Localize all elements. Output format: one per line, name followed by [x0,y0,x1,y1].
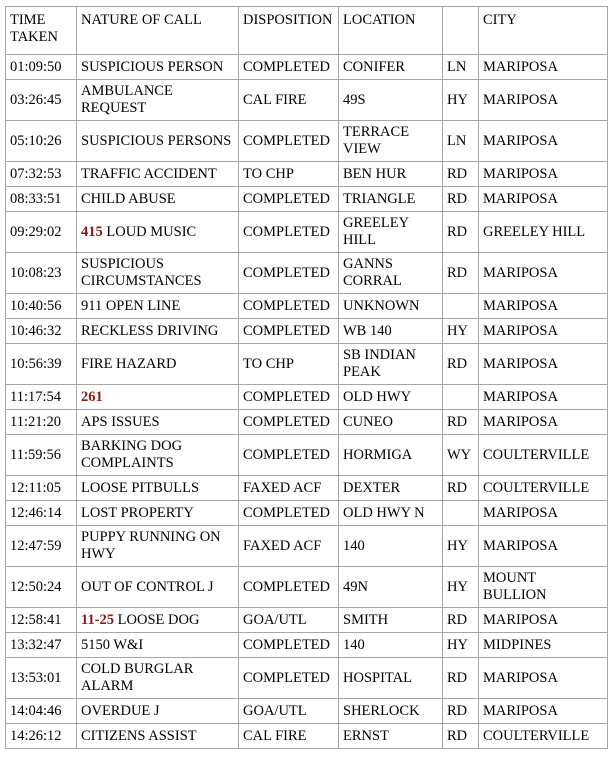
nature-of-call-text: LOST PROPERTY [81,504,194,521]
disposition-cell: COMPLETED [239,658,339,699]
header-disposition: DISPOSITION [239,7,339,55]
nature-of-call-cell [77,212,239,253]
nature-of-call-text: OVERDUE J [81,702,160,719]
nature-of-call-cell [77,724,239,749]
nature-of-call-cell [77,699,239,724]
suffix-cell [443,501,479,526]
location-cell: CUNEO [339,410,443,435]
suffix-cell: HY [443,567,479,608]
nature-of-call-text: AMBULANCE REQUEST [81,83,177,116]
nature-of-call-cell [77,385,239,410]
location-cell: CONIFER [339,55,443,80]
table-row [6,633,608,658]
table-row [6,80,608,121]
time-taken-cell: 11:21:20 [6,410,77,435]
time-taken-cell: 12:11:05 [6,476,77,501]
time-taken-cell: 11:17:54 [6,385,77,410]
nature-of-call-cell [77,319,239,344]
suffix-cell: RD [443,410,479,435]
location-cell: 140 [339,633,443,658]
disposition-cell: GOA/UTL [239,699,339,724]
disposition-cell: COMPLETED [239,410,339,435]
location-cell: OLD HWY [339,385,443,410]
suffix-cell: RD [443,344,479,385]
suffix-cell: RD [443,658,479,699]
table-row [6,55,608,80]
header-row [6,7,608,55]
city-cell: MARIPOSA [479,501,608,526]
time-taken-cell: 05:10:26 [6,121,77,162]
table-row [6,608,608,633]
location-cell: GREELEY HILL [339,212,443,253]
suffix-cell [443,294,479,319]
table-row [6,212,608,253]
disposition-cell: TO CHP [239,344,339,385]
call-log-body [6,55,608,749]
location-cell: SHERLOCK [339,699,443,724]
city-cell: MARIPOSA [479,608,608,633]
location-cell: HORMIGA [339,435,443,476]
suffix-cell: LN [443,121,479,162]
nature-of-call-text: LOOSE PITBULLS [81,479,200,496]
nature-of-call-text: RECKLESS DRIVING [81,322,219,339]
nature-of-call-cell [77,162,239,187]
city-cell: MOUNT BULLION [479,567,608,608]
nature-of-call-cell [77,501,239,526]
time-taken-cell: 12:58:41 [6,608,77,633]
suffix-cell: RD [443,476,479,501]
suffix-cell: RD [443,608,479,633]
city-cell: COULTERVILLE [479,724,608,749]
disposition-cell: COMPLETED [239,55,339,80]
location-cell: ERNST [339,724,443,749]
nature-of-call-cell [77,344,239,385]
nature-of-call-cell [77,435,239,476]
call-log-table [5,6,608,749]
time-taken-cell: 12:50:24 [6,567,77,608]
table-row [6,344,608,385]
disposition-cell: COMPLETED [239,501,339,526]
nature-of-call-cell [77,658,239,699]
header-nature-of-call: NATURE OF CALL [77,7,239,55]
disposition-cell: COMPLETED [239,253,339,294]
header-suffix [443,7,479,55]
disposition-cell: FAXED ACF [239,526,339,567]
nature-of-call-text: COLD BURGLAR ALARM [81,661,197,694]
time-taken-cell: 01:09:50 [6,55,77,80]
suffix-cell: WY [443,435,479,476]
disposition-cell: CAL FIRE [239,80,339,121]
time-taken-cell: 14:26:12 [6,724,77,749]
table-row [6,724,608,749]
time-taken-cell: 14:04:46 [6,699,77,724]
table-row [6,187,608,212]
time-taken-cell: 10:56:39 [6,344,77,385]
disposition-cell: COMPLETED [239,385,339,410]
nature-of-call-text: CHILD ABUSE [81,190,176,207]
nature-of-call-cell [77,526,239,567]
city-cell: MARIPOSA [479,319,608,344]
city-cell: COULTERVILLE [479,476,608,501]
location-cell: 49S [339,80,443,121]
header-location: LOCATION [339,7,443,55]
nature-of-call-text: PUPPY RUNNING ON HWY [81,529,225,562]
nature-of-call-text: LOOSE DOG [114,611,200,628]
nature-of-call-cell [77,80,239,121]
disposition-cell: COMPLETED [239,212,339,253]
suffix-cell: HY [443,319,479,344]
disposition-cell: COMPLETED [239,633,339,658]
nature-of-call-cell [77,253,239,294]
location-cell: DEXTER [339,476,443,501]
time-taken-cell: 03:26:45 [6,80,77,121]
city-cell: MARIPOSA [479,526,608,567]
location-cell: 140 [339,526,443,567]
table-row [6,501,608,526]
table-row [6,526,608,567]
table-row [6,699,608,724]
time-taken-cell: 08:33:51 [6,187,77,212]
location-cell: SB INDIAN PEAK [339,344,443,385]
city-cell: MARIPOSA [479,385,608,410]
city-cell: MARIPOSA [479,699,608,724]
disposition-cell: GOA/UTL [239,608,339,633]
city-cell: MARIPOSA [479,410,608,435]
nature-of-call-cell [77,187,239,212]
nature-of-call-cell [77,121,239,162]
header-time-taken: TIME TAKEN [6,7,77,55]
location-cell: WB 140 [339,319,443,344]
time-taken-cell: 12:47:59 [6,526,77,567]
suffix-cell: RD [443,724,479,749]
disposition-cell: COMPLETED [239,567,339,608]
nature-of-call-text: SUSPICIOUS PERSONS [81,132,232,149]
nature-of-call-cell [77,55,239,80]
disposition-cell: COMPLETED [239,294,339,319]
nature-of-call-cell [77,410,239,435]
nature-of-call-cell [77,476,239,501]
suffix-cell [443,385,479,410]
disposition-cell: COMPLETED [239,121,339,162]
nature-of-call-text: FIRE HAZARD [81,355,177,372]
time-taken-cell: 12:46:14 [6,501,77,526]
city-cell: MARIPOSA [479,121,608,162]
table-row [6,121,608,162]
disposition-cell: FAXED ACF [239,476,339,501]
city-cell: MARIPOSA [479,80,608,121]
suffix-cell: RD [443,699,479,724]
nature-of-call-cell [77,567,239,608]
disposition-cell: COMPLETED [239,187,339,212]
table-row [6,435,608,476]
suffix-cell: RD [443,253,479,294]
city-cell: MARIPOSA [479,253,608,294]
suffix-cell: HY [443,633,479,658]
city-cell: MIDPINES [479,633,608,658]
table-row [6,385,608,410]
city-cell: MARIPOSA [479,294,608,319]
header-city: CITY [479,7,608,55]
nature-of-call-cell [77,608,239,633]
location-cell: BEN HUR [339,162,443,187]
suffix-cell: RD [443,187,479,212]
nature-of-call-text: 911 OPEN LINE [81,297,181,314]
nature-of-call-text: BARKING DOG COMPLAINTS [81,438,186,471]
city-cell: MARIPOSA [479,344,608,385]
time-taken-cell: 10:40:56 [6,294,77,319]
location-cell: 49N [339,567,443,608]
nature-of-call-text: OUT OF CONTROL J [81,578,214,595]
time-taken-cell: 10:46:32 [6,319,77,344]
disposition-cell: COMPLETED [239,435,339,476]
time-taken-cell: 13:53:01 [6,658,77,699]
city-cell: GREELEY HILL [479,212,608,253]
location-cell: TERRACE VIEW [339,121,443,162]
nature-of-call-text: APS ISSUES [81,413,160,430]
call-code: 415 [81,223,103,240]
time-taken-cell: 13:32:47 [6,633,77,658]
time-taken-cell: 11:59:56 [6,435,77,476]
location-cell: SMITH [339,608,443,633]
location-cell: UNKNOWN [339,294,443,319]
suffix-cell: HY [443,80,479,121]
city-cell: MARIPOSA [479,187,608,212]
city-cell: MARIPOSA [479,162,608,187]
time-taken-cell: 09:29:02 [6,212,77,253]
suffix-cell: RD [443,212,479,253]
table-row [6,567,608,608]
city-cell: MARIPOSA [479,658,608,699]
table-row [6,253,608,294]
suffix-cell: LN [443,55,479,80]
suffix-cell: RD [443,162,479,187]
time-taken-cell: 07:32:53 [6,162,77,187]
table-row [6,162,608,187]
nature-of-call-text: CITIZENS ASSIST [81,727,197,744]
nature-of-call-text: 5150 W&I [81,636,144,653]
location-cell: OLD HWY N [339,501,443,526]
nature-of-call-text: LOUD MUSIC [102,223,197,240]
disposition-cell: TO CHP [239,162,339,187]
table-row [6,319,608,344]
table-row [6,410,608,435]
nature-of-call-text: SUSPICIOUS CIRCUMSTANCES [81,256,202,289]
nature-of-call-text: SUSPICIOUS PERSON [81,58,224,75]
disposition-cell: COMPLETED [239,319,339,344]
city-cell: COULTERVILLE [479,435,608,476]
disposition-cell: CAL FIRE [239,724,339,749]
nature-of-call-text: TRAFFIC ACCIDENT [81,165,217,182]
call-code: 11-25 [81,611,115,628]
call-code: 261 [81,388,103,405]
location-cell: HOSPITAL [339,658,443,699]
table-row [6,294,608,319]
location-cell: GANNS CORRAL [339,253,443,294]
nature-of-call-cell [77,633,239,658]
city-cell: MARIPOSA [479,55,608,80]
location-cell: TRIANGLE [339,187,443,212]
table-row [6,476,608,501]
time-taken-cell: 10:08:23 [6,253,77,294]
table-row [6,658,608,699]
suffix-cell: HY [443,526,479,567]
nature-of-call-cell [77,294,239,319]
